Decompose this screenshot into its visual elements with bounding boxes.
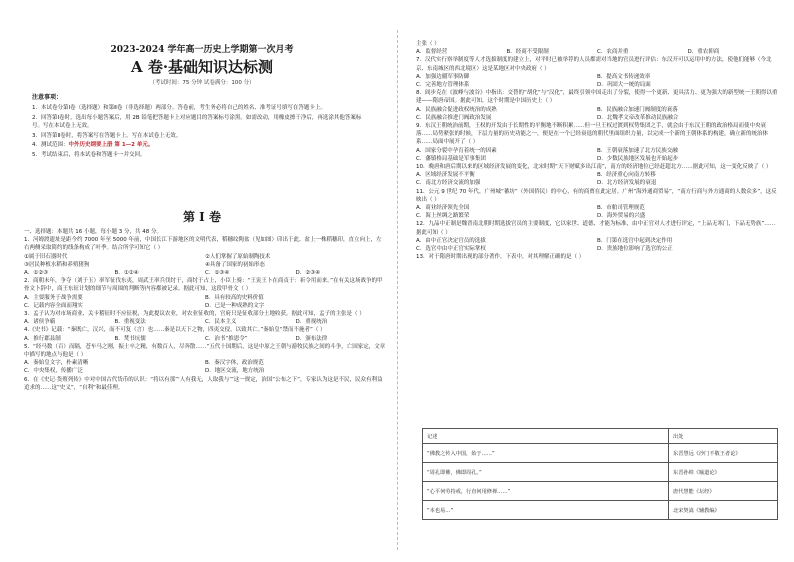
- question-5-choices: [24, 359, 386, 375]
- table-header: 出处: [669, 429, 778, 444]
- choice: D．北魏孝文帝改革推动民族融合: [597, 114, 679, 121]
- table-row: [423, 444, 778, 463]
- exam-meta: （考试时间：75 分钟 试卷满分：100 分）: [149, 80, 255, 86]
- choice: A．民族融合促进政权统治的成熟: [416, 106, 497, 113]
- choice: A．诸侯争霸: [24, 319, 56, 326]
- choice: B．经商不受限制: [506, 49, 549, 56]
- choice: B．秦汉字体，政治规范: [205, 360, 264, 367]
- choice: B．重视变法: [114, 319, 146, 326]
- choice: A．秦始皇文字，朴素清晰: [24, 360, 89, 367]
- statement: ④具备了国家的初始形态: [205, 261, 265, 268]
- question-9-choices: [416, 147, 778, 163]
- question-12-choices: [416, 237, 778, 253]
- choice: C．南北方经济交流的加强: [416, 180, 481, 187]
- note-4-label: 4．测试范围：: [32, 142, 69, 148]
- part-intro: 一、选择题：本题共 16 小题，每小题 3 分，共 48 分。: [24, 229, 162, 235]
- choice: B．王朝衰落加速了北方民族交融: [597, 147, 678, 154]
- question-9-stem: 9．东汉王朝统治前期，王权的开发由于长期性的平衡地不断积累……但一旦王权过渡到权势集团之手，就会由于东汉王朝的政治格局而使中央衰落……局势紧张的时候，下层力量的历史功能之一，便是在一个已经衰退的朝代里面组织力量，以完成一个新的王朝体系的构建，确立新的统治体系……局面中展开了（ ）: [416, 123, 769, 146]
- question-8-choices: [416, 106, 778, 122]
- question-2-stem: 2．商朝末年，争夺（刘于玉）率军征伐东夷，周武王率兵伐纣于，商纣于占上，小臣上骑：“王寅王卜在商贞于：祈令用而来。”在有关这场战争的甲骨文卜辞中，商王东征计划的细节与周围的判断等内容都被记录。据此可知，这段甲骨文（ ）: [24, 278, 383, 293]
- choice: C．民族融合推进门阀政治发展: [416, 114, 492, 121]
- choice: C．海上丝绸之路繁荣: [416, 213, 470, 220]
- choice: D．北方经济发展的衰退: [597, 180, 657, 187]
- table-header-row: [423, 429, 778, 444]
- table-cell: 唐代慧能《坛经》: [669, 482, 778, 501]
- question-8-stem: 8．阎步克在《波峰与波谷》中指出：交替的“胡化”与“汉化”，最终引领中国走出了分裂，使得一个更新、更具活力、更为强大的新型统一王朝得以重建——隋唐帝国。据此可知，这个时期是中国历史上（ ）: [416, 90, 778, 105]
- note-4: [32, 141, 372, 150]
- choice: D．②③④: [295, 270, 321, 277]
- question-7-choices: [416, 73, 778, 89]
- column-divider: [397, 30, 398, 550]
- choice: D．重农抑商: [687, 49, 720, 56]
- choice: D．地区交流，地方统治: [205, 368, 265, 375]
- choice: C．记载内容全面而翔实: [24, 302, 83, 309]
- table-cell: 东晋孙绰《喻道论》: [669, 463, 778, 482]
- choice: A．加强边疆军事防御: [416, 73, 470, 80]
- choice: B．民族融合加速门阀制度的衰落: [597, 106, 678, 113]
- choice: C．藩镇格局基础是军事集团: [416, 155, 486, 162]
- choice: D．巩固大一统的局面: [597, 82, 651, 89]
- question-6-choices: [416, 48, 778, 56]
- question-10-choices: [416, 171, 778, 187]
- table-cell: “心平何劳持戒，行直何用修禅……”: [423, 482, 669, 501]
- note-3: 3．回答第Ⅱ卷时，将答案写在答题卡上。写在本试卷上无效。: [32, 132, 182, 139]
- source-table: [422, 428, 778, 520]
- left-questions: [24, 228, 386, 392]
- choice: A．主要服务于战争需要: [24, 294, 83, 301]
- question-10-stem: 10．晚唐和唐后期以来的区域经济发展的变化，北宋时期“天下财赋多出江南”，南方的经济地位已经赶超北方……据此可知，这一变化反映了（ ）: [416, 164, 772, 171]
- choice: D．颁布法律: [295, 335, 328, 342]
- choice: D．贵族地位影响了选官的公正: [597, 246, 673, 253]
- choice: A．商业经济领先全国: [416, 205, 470, 212]
- note-5: 5．考试结束后，将本试卷和答题卡一并交回。: [32, 151, 146, 158]
- question-11-choices: [416, 204, 778, 220]
- question-12-stem: 12．九品中正制是魏晋南北朝时期选拔官员的主要制度，它以家世、道德、才能为标准，由中正官对人才进行评定，“上品无寒门，下品无势族”……据此可知（ ）: [416, 221, 776, 236]
- table-row: [423, 501, 778, 520]
- choice: A．监督经营: [416, 49, 448, 56]
- exam-subtitle: A 卷·基础知识达标测: [130, 58, 274, 76]
- choice: A．国家分裂中孕育着统一的因素: [416, 147, 497, 154]
- question-13-stem: 13．对于隋唐时期出现的部分著作，下表中，对其理解正确的是（ ）: [416, 254, 585, 261]
- choice: B．经济重心向南方转移: [597, 172, 656, 179]
- question-4-stem: 4.《史书》记载：“秦既亡，汉兴，而不可复（言）也……秦是以天下之物，四夷交侵，以致其亡。”秦始皇“禁而不施者”（ ）: [24, 327, 326, 334]
- choice: B．市舶司管理规范: [597, 205, 645, 212]
- table-cell: “本也易…”: [423, 501, 669, 520]
- question-3-stem: 3．孟子认为对市场商业、关卡稽征时不应征税，为此提议农业，对农业征收的，官府只是征收部分土地收获。据此可知，孟子的主张是（ ）: [24, 311, 365, 318]
- table-row: [423, 482, 778, 501]
- choice: D．少数民族地区发展也开始起步: [597, 155, 679, 162]
- question-6-stem: 6．在《史记·货殖列传》中对中国古代货币的认识：“将以有那”‘人有我无，人取我与’”这一规定，治国“公布之下”，专家认为这是不民，民众有利益追求的……这“史义”，“自利”和最佳理。: [24, 376, 383, 391]
- choice: C．选官中由中正官实际掌权: [416, 246, 486, 253]
- question-11-stem: 11．公元 9 世纪 70 年代，广州城“蕃坊”（外国侨民）的中心，有的商贾在此定居。广州“海外通商贸易”，“南方行商与外方通商的人数众多”，这反映出（ ）: [416, 188, 777, 203]
- choice: C．民本主义: [205, 319, 237, 326]
- choice: B．具有较高的史料价值: [205, 294, 264, 301]
- question-1-stem: 1．河姆渡遗址是距今约 7000 年至 5000 年前，中国长江下游地区的文明代表，稻穗纹陶盆（见如图）印出于此。盆上一株稻穗印，直立向上，左右两侧采取简约的线条构成了叶季。结合所学可知它（ ）: [24, 237, 382, 252]
- statement: ②人们掌握了原始制陶技术: [205, 253, 271, 260]
- table-row: [423, 463, 778, 482]
- note-1: 1．本试卷分第Ⅰ卷（选择题）和第Ⅱ卷（非选择题）两部分。答卷前，考生务必将自己的姓名、准考证号填写在答题卡上。: [32, 105, 326, 111]
- question-5-stem: 5．“经马数（百）而隔，苍车马之刚，振士卒之精，有数百人，尽奔散……”五代十国期后，这是中原之王朝与游牧民族之间的斗争，亡国家定，文章中描写的地点与他是（ ）: [24, 343, 386, 359]
- question-6-tail: 主张（ ）: [416, 41, 440, 47]
- note-4-scope: 中外历史纲要上册 第 1—2 单元。: [68, 142, 154, 148]
- choice: B．焚书坑儒: [114, 335, 146, 342]
- choice: C．中央集权，传播广泛: [24, 368, 83, 375]
- right-questions: [416, 40, 778, 261]
- choice: B．门第在选官中起到决定作用: [597, 237, 673, 244]
- question-1-choices: [24, 269, 386, 277]
- statement: ①属于旧石器时代: [24, 253, 68, 260]
- table-header: 记述: [423, 429, 669, 444]
- question-2-choices: [24, 294, 386, 310]
- choice: D．海外贸易的兴盛: [597, 213, 646, 220]
- question-3-choices: [24, 318, 386, 326]
- exam-title: 2023-2024 学年高一历史上学期第一次月考: [110, 45, 294, 55]
- notes-list: [32, 104, 372, 160]
- table-cell: “佛教之传入中国，始于……”: [423, 444, 669, 463]
- choice: A．推行郡县制: [24, 335, 61, 342]
- question-7-stem: 7．汉代实行察举制度等人才选拔制度的建立上，对平时已被举荐的人员都需对当地的官员进行评估：东汉开可以运用中的方法，使他们能够（今北京、东南城区的西北境区）这是某地区对中央政府（ ）: [416, 57, 772, 72]
- table-cell: 北宋契嵩《辅教编》: [669, 501, 778, 520]
- note-2: 2．回答第Ⅰ卷时，选出每小题答案后，用 2B 铅笔把答题卡上对应题目的答案标号涂黑。如需改动，用橡皮擦干净后，再选涂其他答案标号。写在本试卷上无效。: [32, 114, 362, 129]
- choice: C．完善地方管理体系: [416, 82, 470, 89]
- choice: C．治书“推恩令”: [205, 335, 248, 342]
- statement: ③居民种植水稻和养殖猪狗: [24, 261, 90, 268]
- table-cell: “周孔即佛，佛即周孔。”: [423, 463, 669, 482]
- table-cell: 东晋慧远《沙门不敬王者论》: [669, 444, 778, 463]
- question-4-choices: [24, 335, 386, 343]
- section-title: 第 Ⅰ 卷: [183, 210, 221, 224]
- choice: A．①②③: [24, 270, 49, 277]
- choice: D．重视统治: [295, 319, 328, 326]
- notes-title: 注意事项：: [32, 94, 63, 101]
- choice: A．区域经济发展不平衡: [416, 172, 475, 179]
- choice: D．已是一种成熟的文字: [205, 302, 265, 309]
- choice: C．①③④: [205, 270, 230, 277]
- question-1-statements: [24, 253, 386, 269]
- choice: B．①②④: [114, 270, 139, 277]
- choice: C．农商并重: [597, 49, 629, 56]
- choice: A．由中正官决定官员的选拔: [416, 237, 486, 244]
- choice: B．提高文书传递效率: [597, 73, 651, 80]
